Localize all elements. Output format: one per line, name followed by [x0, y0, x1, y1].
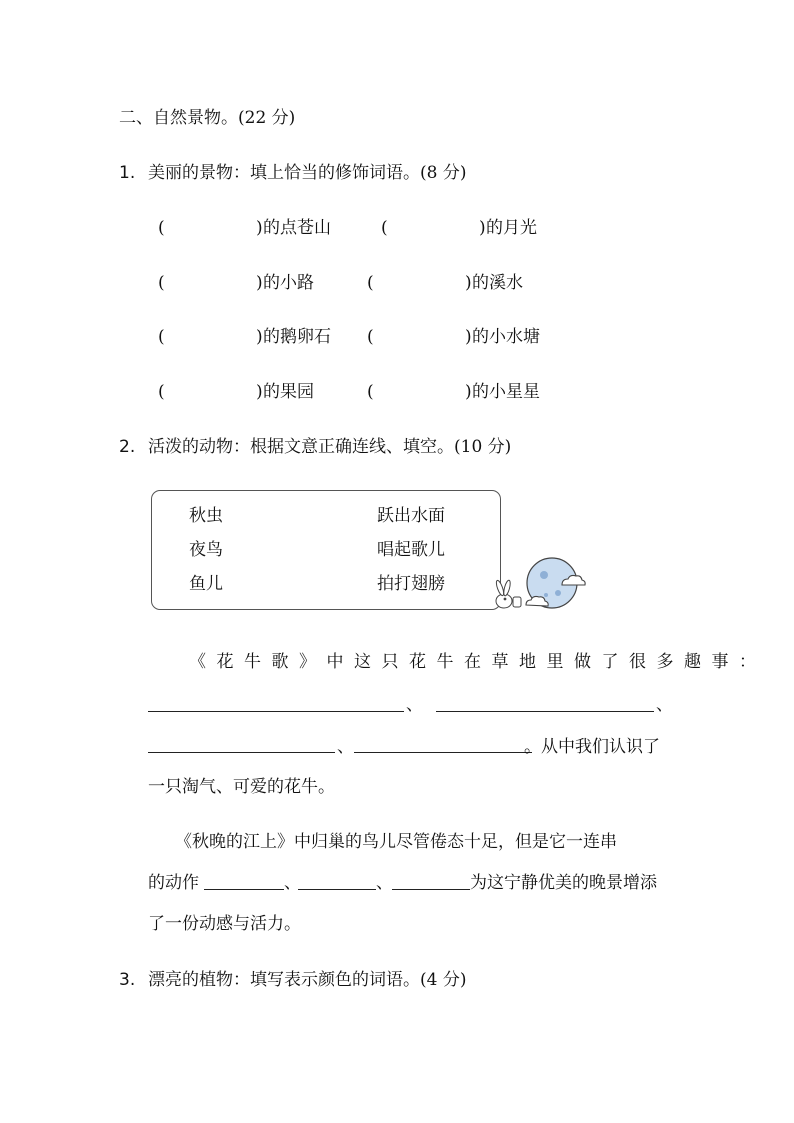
q1-row2-left-open: (	[158, 273, 165, 293]
separator: 、	[656, 695, 673, 715]
answer-blank[interactable]	[148, 752, 335, 753]
answer-blank[interactable]	[204, 889, 284, 890]
q1-row1-left-close: )	[256, 218, 263, 238]
q1-title: 美丽的景物：填上恰当的修饰词语。(8 分)	[148, 163, 467, 183]
separator: 、	[284, 873, 301, 893]
q2-para2-line1: 《秋晚的江上》中归巢的鸟儿尽管倦态十足，但是它一连串	[175, 832, 617, 852]
q1-row1-right-label: 的月光	[486, 218, 537, 238]
q3-title: 漂亮的植物：填写表示颜色的词语。(4 分)	[148, 970, 467, 990]
answer-blank[interactable]	[298, 889, 376, 890]
answer-blank[interactable]	[148, 711, 404, 712]
q1-row2-left-close: )	[256, 273, 263, 293]
q1-row3-right-open: (	[367, 327, 374, 347]
q3-number: 3.	[119, 970, 136, 990]
q2-para2-line2-end: 为这宁静优美的晚景增添	[470, 873, 657, 893]
q1-row4-left-close: )	[256, 382, 263, 402]
moon-rabbit-illustration	[488, 555, 588, 617]
q1-row4-left-open: (	[158, 382, 165, 402]
q2-para2-line3: 了一份动感与活力。	[148, 914, 301, 934]
section-title: 二、自然景物。(22 分)	[119, 108, 296, 128]
answer-blank[interactable]	[392, 889, 470, 890]
q1-row2-left-label: 的小路	[263, 273, 314, 293]
answer-blank[interactable]	[354, 752, 532, 753]
q1-row1-left-blank[interactable]	[168, 217, 254, 239]
q1-row3-left-label: 的鹅卵石	[263, 327, 331, 347]
separator: 、	[376, 873, 393, 893]
q1-row3-right-label: 的小水塘	[472, 327, 540, 347]
q2-title: 活泼的动物：根据文意正确连线、填空。(10 分)	[148, 437, 512, 457]
match-right-item[interactable]: 拍打翅膀	[377, 574, 445, 594]
q1-row2-right-close: )	[465, 273, 472, 293]
match-left-item[interactable]: 秋虫	[189, 506, 223, 526]
rabbit-icon	[495, 580, 521, 608]
q1-row3-right-close: )	[465, 327, 472, 347]
separator: 、	[337, 737, 354, 757]
separator: 、	[406, 695, 423, 715]
q1-row4-right-label: 的小星星	[472, 382, 540, 402]
q2-para1-line1: 《花牛歌》中这只花牛在草地里做了很多趣事：	[189, 652, 767, 672]
match-right-item[interactable]: 唱起歌儿	[377, 540, 445, 560]
q1-row4-right-blank[interactable]	[377, 381, 463, 403]
q1-row2-left-blank[interactable]	[168, 272, 254, 294]
answer-blank[interactable]	[436, 711, 654, 712]
q1-row2-right-label: 的溪水	[472, 273, 523, 293]
q1-row4-left-label: 的果园	[263, 382, 314, 402]
q1-row4-left-blank[interactable]	[168, 381, 254, 403]
q1-number: 1.	[119, 163, 136, 183]
q1-row1-left-open: (	[158, 218, 165, 238]
q1-row1-left-label: 的点苍山	[263, 218, 331, 238]
q1-row2-right-open: (	[367, 273, 374, 293]
q1-row2-right-blank[interactable]	[377, 272, 463, 294]
q1-row1-right-open: (	[381, 218, 388, 238]
q1-row4-right-close: )	[465, 382, 472, 402]
q1-row3-left-open: (	[158, 327, 165, 347]
q1-row1-right-blank[interactable]	[391, 217, 477, 239]
q1-row3-left-blank[interactable]	[168, 326, 254, 348]
q1-row3-left-close: )	[256, 327, 263, 347]
q1-row1-right-close: )	[479, 218, 486, 238]
q1-row4-right-open: (	[367, 382, 374, 402]
q2-para2-line2-start: 的动作	[148, 873, 199, 893]
q1-row3-right-blank[interactable]	[377, 326, 463, 348]
match-left-item[interactable]: 鱼儿	[189, 574, 223, 594]
q2-number: 2.	[119, 437, 136, 457]
match-right-item[interactable]: 跃出水面	[377, 506, 445, 526]
match-left-item[interactable]: 夜鸟	[189, 540, 223, 560]
q2-para1-last: 一只淘气、可爱的花牛。	[148, 777, 335, 797]
q2-para1-end: 。从中我们认识了	[524, 737, 660, 757]
